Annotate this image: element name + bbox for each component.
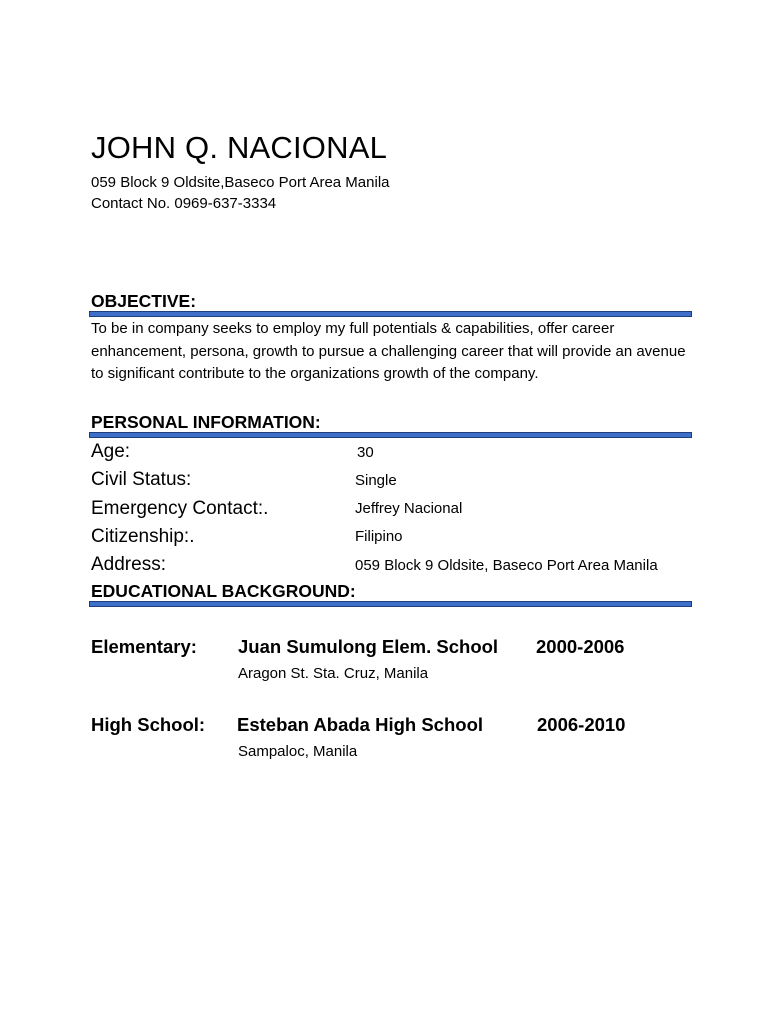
education-level-high-school: High School:	[91, 714, 206, 735]
elementary-years: 2000-2006	[536, 636, 625, 657]
civil-status-label: Civil Status:	[91, 469, 192, 490]
personal-info-title: PERSONAL INFORMATION:	[91, 412, 321, 432]
citizenship-value: Filipino	[355, 528, 403, 545]
section-divider	[89, 311, 692, 317]
section-divider	[89, 601, 692, 607]
emergency-contact-label: Emergency Contact:.	[91, 498, 269, 519]
civil-status-value: Single	[355, 472, 397, 489]
age-label: Age:	[91, 441, 131, 462]
address-value: 059 Block 9 Oldsite, Baseco Port Area Manila	[355, 557, 658, 574]
elementary-location: Aragon St. Sta. Cruz, Manila	[238, 665, 429, 682]
applicant-address: 059 Block 9 Oldsite,Baseco Port Area Manila	[91, 174, 390, 191]
section-divider	[89, 432, 692, 438]
high-school-years: 2006-2010	[537, 714, 626, 735]
education-title: EDUCATIONAL BACKGROUND:	[91, 581, 356, 601]
applicant-name: JOHN Q. NACIONAL	[91, 130, 388, 165]
elementary-school-name: Juan Sumulong Elem. School	[238, 636, 499, 657]
emergency-contact-value: Jeffrey Nacional	[355, 500, 463, 517]
high-school-location: Sampaloc, Manila	[238, 743, 358, 760]
applicant-contact: Contact No. 0969-637-3334	[91, 195, 277, 212]
education-level-elementary: Elementary:	[91, 636, 197, 657]
objective-title: OBJECTIVE:	[91, 291, 197, 311]
high-school-name: Esteban Abada High School	[237, 714, 484, 735]
objective-text: To be in company seeks to employ my full potentials & capabilities, offer career enhancement, persona, growth to pursue a challenging career that will provide an avenue to significant contribute to the organizations growth of the company.	[91, 320, 686, 382]
citizenship-label: Citizenship:.	[91, 526, 195, 547]
address-label: Address:	[91, 554, 166, 575]
age-value: 30	[357, 444, 374, 461]
